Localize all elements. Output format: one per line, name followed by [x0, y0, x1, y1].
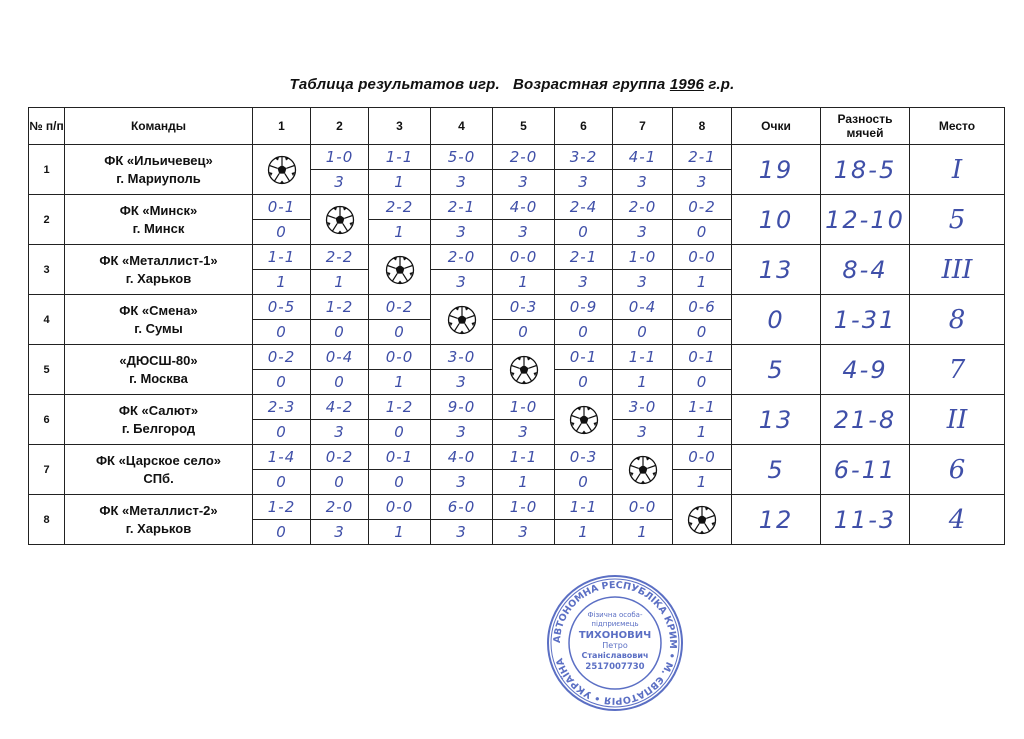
- row-number: 1: [29, 145, 65, 195]
- total-points: 5: [732, 445, 821, 495]
- soccer-ball-icon: [569, 411, 599, 428]
- title-suffix: г.р.: [708, 76, 735, 93]
- match-score: 0-2: [369, 295, 431, 320]
- match-points: 0: [369, 420, 431, 445]
- team-city: г. Харьков: [125, 270, 192, 286]
- match-score: 2-2: [369, 195, 431, 220]
- soccer-ball-icon: [325, 211, 355, 228]
- match-score: 0-0: [673, 245, 732, 270]
- match-points: 3: [431, 520, 493, 545]
- team-cell: [65, 245, 253, 295]
- stamp-line-6: 2517007730: [585, 662, 645, 672]
- match-score: 0-0: [369, 345, 431, 370]
- goal-difference: 6-11: [821, 445, 910, 495]
- team-cell: [65, 445, 253, 495]
- team-city: г. Белгород: [121, 420, 196, 436]
- match-score: 1-1: [555, 495, 613, 520]
- match-points: 3: [613, 220, 673, 245]
- team-name: ФК «Салют»: [118, 402, 199, 418]
- total-points: 5: [732, 345, 821, 395]
- match-points: 3: [311, 520, 369, 545]
- table-row: [29, 495, 1005, 520]
- header-col-6: 6: [555, 108, 613, 145]
- match-points: 0: [673, 370, 732, 395]
- final-place: I: [910, 145, 1005, 195]
- team-name: ФК «Смена»: [119, 302, 198, 318]
- match-points: 0: [253, 470, 311, 495]
- match-points: 3: [431, 470, 493, 495]
- match-points: 0: [311, 320, 369, 345]
- match-score: 1-1: [253, 245, 311, 270]
- stamp-ring-text: АВТОНОМНА РЕСПУБЛІКА КРИМ • М. ЄВПАТОРІЯ • УКРАЇНА: [551, 579, 679, 707]
- match-points: 0: [555, 470, 613, 495]
- match-score: 1-2: [311, 295, 369, 320]
- goal-difference: 18-5: [821, 145, 910, 195]
- header-num: № п/п: [29, 108, 65, 145]
- match-points: 1: [493, 470, 555, 495]
- match-score: 0-0: [673, 445, 732, 470]
- match-score: 2-1: [431, 195, 493, 220]
- total-points: 19: [732, 145, 821, 195]
- goal-difference: 11-3: [821, 495, 910, 545]
- stamp-line-3: ТИХОНОВИЧ: [578, 630, 652, 641]
- header-col-7: 7: [613, 108, 673, 145]
- match-score: 0-2: [311, 445, 369, 470]
- match-points: 3: [555, 270, 613, 295]
- match-points: 3: [493, 520, 555, 545]
- match-points: 1: [369, 370, 431, 395]
- match-points: 3: [555, 170, 613, 195]
- match-points: 3: [493, 170, 555, 195]
- match-points: 1: [555, 520, 613, 545]
- match-score: 0-2: [253, 345, 311, 370]
- match-points: 3: [311, 170, 369, 195]
- team-name: «ДЮСШ-80»: [119, 352, 198, 368]
- table-row: [29, 445, 1005, 470]
- table-row: [29, 145, 1005, 170]
- match-score: 3-2: [555, 145, 613, 170]
- team-city: г. Минск: [132, 220, 185, 236]
- match-points: 3: [613, 170, 673, 195]
- team-cell: [65, 495, 253, 545]
- match-points: 0: [311, 370, 369, 395]
- match-score: 0-4: [613, 295, 673, 320]
- total-points: 10: [732, 195, 821, 245]
- match-points: 0: [555, 220, 613, 245]
- team-cell: [65, 195, 253, 245]
- match-score: 0-0: [493, 245, 555, 270]
- match-points: 0: [555, 370, 613, 395]
- match-score: 2-1: [555, 245, 613, 270]
- header-points: Очки: [732, 108, 821, 145]
- match-points: 3: [493, 420, 555, 445]
- match-points: 1: [613, 370, 673, 395]
- match-points: 3: [673, 170, 732, 195]
- match-score: 4-2: [311, 395, 369, 420]
- match-points: 0: [253, 370, 311, 395]
- match-points: 0: [369, 320, 431, 345]
- page-title: [0, 76, 1024, 93]
- table-row: [29, 345, 1005, 370]
- final-place: 4: [910, 495, 1005, 545]
- match-score: 0-4: [311, 345, 369, 370]
- match-score: 0-2: [673, 195, 732, 220]
- row-number: 3: [29, 245, 65, 295]
- soccer-ball-icon: [509, 361, 539, 378]
- team-cell: [65, 145, 253, 195]
- match-score: 4-0: [493, 195, 555, 220]
- soccer-ball-icon: [628, 461, 658, 478]
- title-group: Возрастная группа: [513, 76, 666, 93]
- header-col-5: 5: [493, 108, 555, 145]
- match-score: 1-0: [311, 145, 369, 170]
- soccer-ball-icon: [385, 261, 415, 278]
- stamp-line-1: Фізична особа-: [587, 611, 643, 619]
- soccer-ball-icon: [267, 161, 297, 178]
- team-city: г. Москва: [129, 370, 188, 386]
- team-name: ФК «Ильичевец»: [104, 152, 213, 168]
- header-col-1: 1: [253, 108, 311, 145]
- match-score: 4-0: [431, 445, 493, 470]
- header-col-8: 8: [673, 108, 732, 145]
- soccer-ball-icon: [447, 311, 477, 328]
- match-points: 0: [369, 470, 431, 495]
- diagonal-cell: [555, 395, 613, 445]
- match-points: 0: [613, 320, 673, 345]
- match-points: 0: [493, 320, 555, 345]
- final-place: III: [910, 245, 1005, 295]
- match-points: 0: [555, 320, 613, 345]
- match-score: 1-2: [369, 395, 431, 420]
- header-teams: Команды: [65, 108, 253, 145]
- total-points: 13: [732, 395, 821, 445]
- match-points: 1: [673, 470, 732, 495]
- match-points: 1: [369, 170, 431, 195]
- header-col-4: 4: [431, 108, 493, 145]
- match-points: 1: [613, 520, 673, 545]
- match-score: 0-9: [555, 295, 613, 320]
- match-points: 0: [253, 520, 311, 545]
- match-points: 1: [369, 220, 431, 245]
- match-score: 1-2: [253, 495, 311, 520]
- match-score: 0-0: [369, 495, 431, 520]
- diagonal-cell: [493, 345, 555, 395]
- final-place: II: [910, 395, 1005, 445]
- match-score: 0-1: [369, 445, 431, 470]
- match-score: 0-1: [555, 345, 613, 370]
- total-points: 0: [732, 295, 821, 345]
- diagonal-cell: [613, 445, 673, 495]
- match-score: 1-1: [369, 145, 431, 170]
- match-points: 3: [311, 420, 369, 445]
- goal-difference: 12-10: [821, 195, 910, 245]
- final-place: 5: [910, 195, 1005, 245]
- header-col-2: 2: [311, 108, 369, 145]
- round-stamp: [545, 573, 685, 713]
- table-row: [29, 395, 1005, 420]
- team-city: СПб.: [143, 470, 174, 486]
- match-score: 0-0: [613, 495, 673, 520]
- final-place: 7: [910, 345, 1005, 395]
- goal-difference: 4-9: [821, 345, 910, 395]
- match-score: 0-1: [673, 345, 732, 370]
- match-score: 3-0: [613, 395, 673, 420]
- match-points: 3: [493, 220, 555, 245]
- final-place: 8: [910, 295, 1005, 345]
- row-number: 6: [29, 395, 65, 445]
- team-cell: [65, 295, 253, 345]
- match-score: 1-0: [493, 395, 555, 420]
- match-points: 0: [673, 220, 732, 245]
- match-points: 3: [431, 220, 493, 245]
- header-row: [29, 108, 1005, 145]
- table-row: [29, 195, 1005, 220]
- match-score: 2-0: [493, 145, 555, 170]
- match-score: 1-1: [493, 445, 555, 470]
- match-score: 4-1: [613, 145, 673, 170]
- match-points: 1: [493, 270, 555, 295]
- match-score: 1-1: [613, 345, 673, 370]
- match-points: 1: [311, 270, 369, 295]
- stamp-line-2: підприємець: [591, 620, 639, 628]
- match-score: 6-0: [431, 495, 493, 520]
- match-score: 1-0: [613, 245, 673, 270]
- match-score: 0-3: [555, 445, 613, 470]
- match-score: 2-3: [253, 395, 311, 420]
- match-score: 2-0: [613, 195, 673, 220]
- diagonal-cell: [431, 295, 493, 345]
- final-place: 6: [910, 445, 1005, 495]
- match-score: 1-0: [493, 495, 555, 520]
- match-score: 0-3: [493, 295, 555, 320]
- match-score: 0-6: [673, 295, 732, 320]
- row-number: 5: [29, 345, 65, 395]
- row-number: 4: [29, 295, 65, 345]
- match-points: 0: [253, 320, 311, 345]
- match-points: 1: [673, 270, 732, 295]
- diagonal-cell: [673, 495, 732, 545]
- diagonal-cell: [369, 245, 431, 295]
- match-score: 1-1: [673, 395, 732, 420]
- match-points: 3: [431, 420, 493, 445]
- match-score: 2-4: [555, 195, 613, 220]
- match-score: 2-2: [311, 245, 369, 270]
- match-points: 1: [673, 420, 732, 445]
- match-points: 1: [369, 520, 431, 545]
- goal-difference: 8-4: [821, 245, 910, 295]
- header-col-3: 3: [369, 108, 431, 145]
- match-score: 2-1: [673, 145, 732, 170]
- match-points: 3: [431, 170, 493, 195]
- stamp-line-4: Петро: [602, 641, 628, 650]
- team-name: ФК «Царское село»: [95, 452, 222, 468]
- match-points: 0: [673, 320, 732, 345]
- team-name: ФК «Металлист-1»: [99, 252, 218, 268]
- diagonal-cell: [311, 195, 369, 245]
- match-score: 0-1: [253, 195, 311, 220]
- header-goal-diff: Разность мячей: [821, 108, 910, 145]
- row-number: 7: [29, 445, 65, 495]
- match-score: 3-0: [431, 345, 493, 370]
- table-row: [29, 295, 1005, 320]
- diagonal-cell: [253, 145, 311, 195]
- match-points: 0: [253, 220, 311, 245]
- row-number: 8: [29, 495, 65, 545]
- team-name: ФК «Металлист-2»: [99, 502, 218, 518]
- match-score: 1-4: [253, 445, 311, 470]
- goal-difference: 21-8: [821, 395, 910, 445]
- header-place: Место: [910, 108, 1005, 145]
- title-prefix: Таблица результатов игр.: [289, 76, 500, 93]
- row-number: 2: [29, 195, 65, 245]
- match-points: 3: [431, 270, 493, 295]
- results-table: [28, 107, 1005, 545]
- match-score: 0-5: [253, 295, 311, 320]
- team-city: г. Мариуполь: [116, 170, 201, 186]
- total-points: 13: [732, 245, 821, 295]
- match-points: 3: [431, 370, 493, 395]
- team-cell: [65, 395, 253, 445]
- goal-difference: 1-31: [821, 295, 910, 345]
- stamp-line-5: Станіславович: [581, 651, 649, 660]
- match-points: 0: [253, 420, 311, 445]
- match-score: 2-0: [311, 495, 369, 520]
- team-cell: [65, 345, 253, 395]
- table-row: [29, 245, 1005, 270]
- team-city: г. Харьков: [125, 520, 192, 536]
- match-score: 9-0: [431, 395, 493, 420]
- match-score: 5-0: [431, 145, 493, 170]
- match-points: 1: [253, 270, 311, 295]
- title-year: 1996: [669, 76, 704, 93]
- match-score: 2-0: [431, 245, 493, 270]
- total-points: 12: [732, 495, 821, 545]
- soccer-ball-icon: [687, 511, 717, 528]
- team-city: г. Сумы: [134, 320, 183, 336]
- match-points: 0: [311, 470, 369, 495]
- team-name: ФК «Минск»: [119, 202, 198, 218]
- match-points: 3: [613, 270, 673, 295]
- match-points: 3: [613, 420, 673, 445]
